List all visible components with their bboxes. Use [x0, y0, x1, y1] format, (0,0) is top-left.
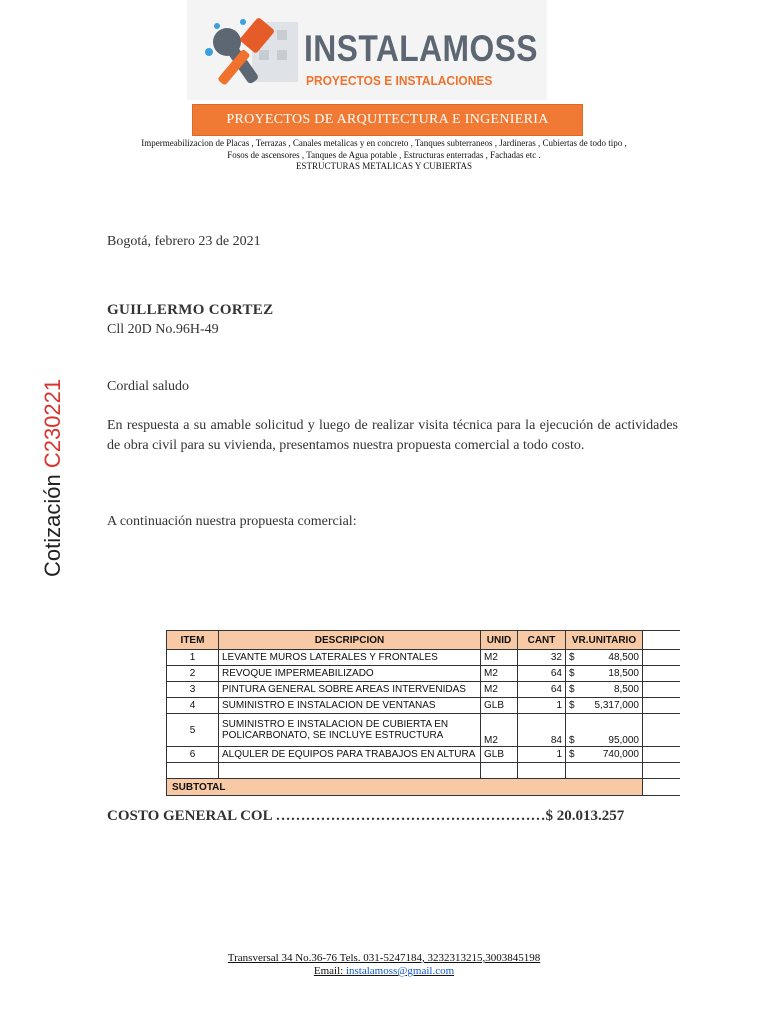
- general-cost-value: $ 20.013.257: [545, 808, 625, 824]
- cell-empty: [518, 763, 566, 779]
- header-unit-price: VR.UNITARIO: [566, 631, 643, 650]
- cell-price: [566, 714, 643, 747]
- cell-unit: M2: [481, 714, 518, 747]
- cell-qty: 32: [518, 650, 566, 666]
- recipient-address: Cll 20D No.96H-49: [107, 322, 219, 337]
- footer-email-link[interactable]: instalamoss@gmail.com: [345, 965, 455, 977]
- cell-price: [566, 698, 643, 714]
- cell-unit: M2: [481, 650, 518, 666]
- currency-symbol: $: [569, 735, 575, 746]
- cell-desc: SUMINISTRO E INSTALACION DE VENTANAS: [219, 698, 481, 714]
- cell-empty: [481, 763, 518, 779]
- table-row: [167, 698, 680, 714]
- company-logo: [187, 0, 547, 100]
- services-line-2: Fosos de ascensores , Tanques de Agua potable , Estructuras enterradas , Fachadas etc .: [227, 150, 541, 160]
- cell-empty: [643, 682, 680, 698]
- proposal-intro: A continuación nuestra propuesta comercial:: [107, 514, 357, 529]
- price-value: 740,000: [602, 749, 639, 760]
- tools-logo-icon: [197, 12, 302, 97]
- currency-symbol: $: [569, 749, 575, 760]
- price-value: 95,000: [608, 735, 639, 746]
- cell-price: [566, 666, 643, 682]
- price-value: 8,500: [613, 684, 639, 695]
- cell-qty: 1: [518, 747, 566, 763]
- cell-item: 5: [167, 714, 219, 747]
- cell-qty: 84: [518, 714, 566, 747]
- general-cost-label: COSTO GENERAL COL ………………………………………………: [107, 808, 546, 824]
- cell-item: 4: [167, 698, 219, 714]
- quote-label: Cotización: [40, 474, 65, 577]
- header-unit: UNID: [481, 631, 518, 650]
- quote-code: C230221: [40, 378, 65, 469]
- header-qty: CANT: [518, 631, 566, 650]
- cell-qty: 64: [518, 666, 566, 682]
- greeting: Cordial saludo: [107, 379, 190, 394]
- footer-email-label: Email:: [313, 965, 346, 977]
- currency-symbol: $: [569, 700, 575, 711]
- quote-table: [166, 630, 680, 796]
- cell-empty: [643, 763, 680, 779]
- table-row: [167, 747, 680, 763]
- cell-qty: 64: [518, 682, 566, 698]
- currency-symbol: $: [569, 652, 575, 663]
- cell-price: [566, 682, 643, 698]
- header-item: ITEM: [167, 631, 219, 650]
- services-line-1: Impermeabilizacion de Placas , Terrazas , Canales metalicas y en concreto , Tanques subterraneos , Jardineras , Cubiertas de todo tipo ,: [141, 138, 627, 148]
- cell-desc: LEVANTE MUROS LATERALES Y FRONTALES: [219, 650, 481, 666]
- table-row: [167, 666, 680, 682]
- price-value: 18,500: [608, 668, 639, 679]
- price-value: 5,317,000: [594, 700, 639, 711]
- quote-side-label: [40, 379, 66, 577]
- subtotal-label: SUBTOTAL: [167, 779, 643, 796]
- table-row: [167, 682, 680, 698]
- table-row: [167, 650, 680, 666]
- cell-empty: [643, 666, 680, 682]
- cell-desc: REVOQUE IMPERMEABILIZADO: [219, 666, 481, 682]
- cell-empty: [643, 747, 680, 763]
- cell-unit: M2: [481, 682, 518, 698]
- cell-empty: [643, 714, 680, 747]
- cell-item: 3: [167, 682, 219, 698]
- table-row-empty: [167, 763, 680, 779]
- cell-price: [566, 650, 643, 666]
- cell-price: [566, 747, 643, 763]
- cell-empty: [643, 779, 680, 796]
- currency-symbol: $: [569, 668, 575, 679]
- letter-paragraph: En respuesta a su amable solicitud y luego de realizar visita técnica para la ejecución de actividades de obra civil para su vivienda, presentamos nuestra propuesta comercial a todo costo.: [107, 418, 678, 453]
- cell-unit: GLB: [481, 698, 518, 714]
- cell-qty: 1: [518, 698, 566, 714]
- cell-empty: [643, 698, 680, 714]
- cell-empty: [643, 650, 680, 666]
- cell-empty: [167, 763, 219, 779]
- brand-tagline: PROYECTOS E INSTALACIONES: [306, 73, 493, 88]
- table-header-row: [167, 631, 680, 650]
- footer-address: Transversal 34 No.36-76 Tels. 031-5247184, 3232313215,3003845198: [227, 952, 541, 964]
- subtotal-row: [167, 779, 680, 796]
- header-banner: PROYECTOS DE ARQUITECTURA E INGENIERIA: [192, 104, 583, 136]
- letter-date: Bogotá, febrero 23 de 2021: [107, 234, 261, 249]
- currency-symbol: $: [569, 684, 575, 695]
- services-line-3: ESTRUCTURAS METALICAS Y CUBIERTAS: [295, 161, 473, 171]
- cell-item: 6: [167, 747, 219, 763]
- table-row: [167, 714, 680, 747]
- cell-item: 2: [167, 666, 219, 682]
- brand-name: INSTALAMOSS: [304, 28, 538, 69]
- recipient-name: GUILLERMO CORTEZ: [107, 302, 274, 318]
- header-empty: [643, 631, 680, 650]
- header-description: DESCRIPCION: [219, 631, 481, 650]
- cell-empty: [219, 763, 481, 779]
- cell-empty: [566, 763, 643, 779]
- cell-desc: SUMINISTRO E INSTALACION DE CUBIERTA EN POLICARBONATO, SE INCLUYE ESTRUCTURA: [219, 714, 481, 747]
- cell-desc: ALQULER DE EQUIPOS PARA TRABAJOS EN ALTURA: [219, 747, 481, 763]
- general-cost: [107, 808, 624, 825]
- price-value: 48,500: [608, 652, 639, 663]
- footer-email-line: [150, 965, 618, 977]
- cell-unit: M2: [481, 666, 518, 682]
- cell-item: 1: [167, 650, 219, 666]
- cell-desc: PINTURA GENERAL SOBRE AREAS INTERVENIDAS: [219, 682, 481, 698]
- cell-unit: GLB: [481, 747, 518, 763]
